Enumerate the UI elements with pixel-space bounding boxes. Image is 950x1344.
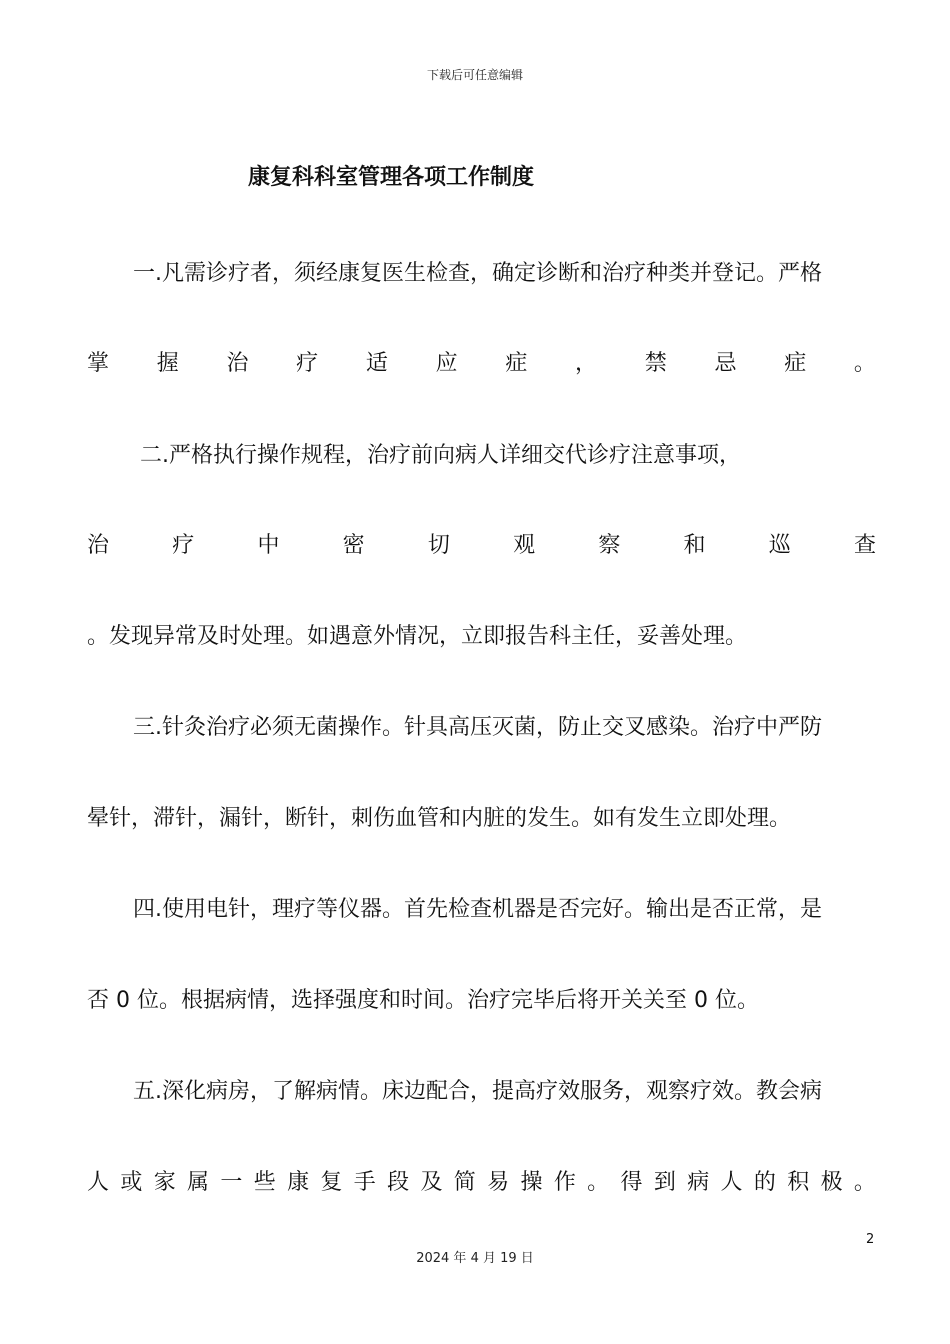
justified-char: 观 [513, 533, 536, 558]
paragraph-2-line-1: 二.严格执行操作规程，治疗前向病人详细交代诊疗注意事项， [140, 443, 741, 468]
paragraph-2-line-2 [87, 530, 876, 562]
justified-char: 症 [505, 351, 528, 376]
document-title: 康复科科室管理各项工作制度 [248, 165, 535, 190]
paragraph-3-line-1: 三.针灸治疗必须无菌操作。针具高压灭菌，防止交叉感染。治疗中严防 [133, 715, 822, 740]
paragraph-5-line-2 [87, 1167, 876, 1199]
justified-char: 及 [420, 1170, 443, 1195]
justified-char: 治 [87, 533, 110, 558]
justified-char: 人 [87, 1170, 110, 1195]
justified-char: 得 [620, 1170, 643, 1195]
justified-char: 疗 [172, 533, 195, 558]
justified-char: 掌 [87, 351, 110, 376]
justified-char: 手 [353, 1170, 376, 1195]
justified-char: 复 [320, 1170, 343, 1195]
justified-char: 病 [687, 1170, 710, 1195]
justified-char: 和 [683, 533, 706, 558]
justified-char: 疗 [296, 351, 319, 376]
justified-char: 。 [587, 1170, 610, 1195]
justified-char: 。 [853, 1170, 876, 1195]
justified-char: 应 [435, 351, 458, 376]
justified-char: 中 [257, 533, 280, 558]
justified-char: 康 [287, 1170, 310, 1195]
justified-char: 些 [253, 1170, 276, 1195]
justified-char: 的 [753, 1170, 776, 1195]
footer-date: 2024 年 4 月 19 日 [416, 1251, 534, 1266]
justified-char: 握 [156, 351, 179, 376]
justified-char: 切 [427, 533, 450, 558]
paragraph-1-line-1: 一.凡需诊疗者，须经康复医生检查，确定诊断和治疗种类并登记。严格 [133, 261, 822, 286]
paragraph-4-line-1: 四.使用电针，理疗等仪器。首先检查机器是否完好。输出是否正常，是 [133, 897, 822, 922]
justified-char: 极 [820, 1170, 843, 1195]
paragraph-2-line-3: 。发现异常及时处理。如遇意外情况，立即报告科主任，妥善处理。 [87, 624, 748, 649]
justified-char: 症 [784, 351, 807, 376]
justified-char: 忌 [714, 351, 737, 376]
justified-char: 作 [553, 1170, 576, 1195]
paragraph-5-line-1: 五.深化病房，了解病情。床边配合，提高疗效服务，观察疗效。教会病 [133, 1079, 822, 1104]
justified-char: 一 [220, 1170, 243, 1195]
justified-char: 易 [487, 1170, 510, 1195]
justified-char: 巡 [768, 533, 791, 558]
justified-char: 察 [598, 533, 621, 558]
justified-char: 人 [720, 1170, 743, 1195]
justified-char: 简 [453, 1170, 476, 1195]
paragraph-4-line-2: 否 0 位。根据病情，选择强度和时间。治疗完毕后将开关关至 0 位。 [87, 988, 759, 1013]
justified-char: 段 [387, 1170, 410, 1195]
justified-char: ， [575, 351, 598, 376]
paragraph-1-line-2 [87, 348, 876, 380]
justified-char: 或 [120, 1170, 143, 1195]
justified-char: 属 [187, 1170, 210, 1195]
justified-char: 治 [226, 351, 249, 376]
justified-char: 到 [653, 1170, 676, 1195]
justified-char: 操 [520, 1170, 543, 1195]
justified-char: 查 [853, 533, 876, 558]
justified-char: 密 [342, 533, 365, 558]
paragraph-3-line-2: 晕针，滞针，漏针，断针，刺伤血管和内脏的发生。如有发生立即处理。 [87, 806, 792, 831]
justified-char: 。 [853, 351, 876, 376]
justified-char: 积 [787, 1170, 810, 1195]
justified-char: 家 [153, 1170, 176, 1195]
justified-char: 适 [365, 351, 388, 376]
page-header: 下载后可任意编辑 [426, 68, 523, 82]
justified-char: 禁 [644, 351, 667, 376]
page-number: 2 [866, 1232, 875, 1247]
